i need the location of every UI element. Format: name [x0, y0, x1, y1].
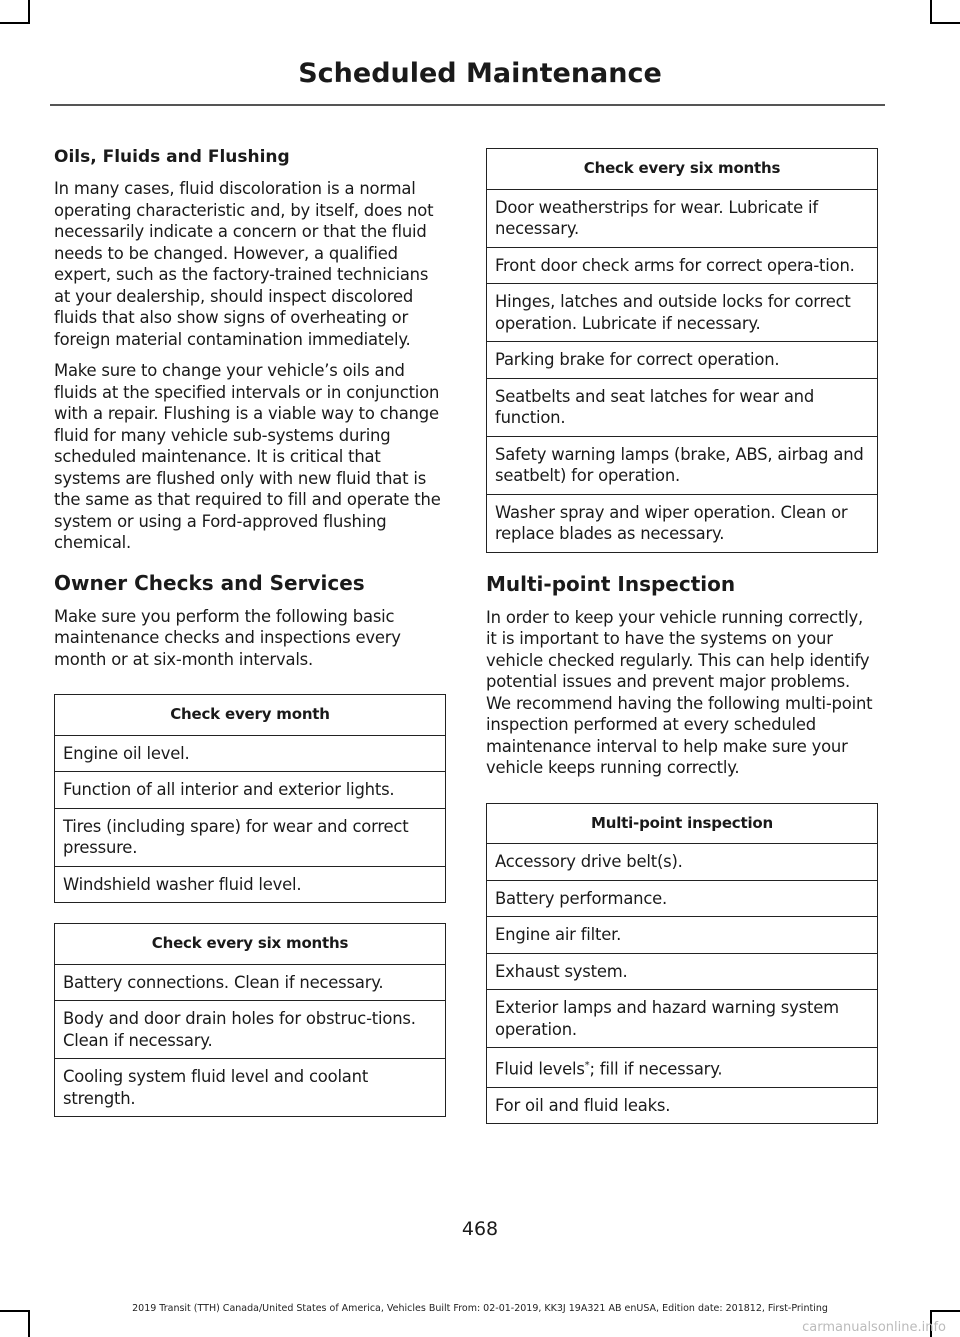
- multi-point-paragraph: In order to keep your vehicle running correctly, it is important to have the systems on your vehicle checked regularly. This can help identify potential issues and prevent major problems. We recommend having the following multi-point inspection performed at every scheduled maintenance interval to help make sure your vehicle keeps running correctly.: [486, 607, 873, 777]
- table-row: Washer spray and wiper operation. Clean or replace blades as necessary.: [487, 494, 878, 552]
- owner-checks-paragraph: Make sure you perform the following basic maintenance checks and inspections every month or at six-month intervals.: [54, 606, 401, 669]
- left-column: [54, 146, 446, 1117]
- table-row: Cooling system fluid level and coolant strength.: [55, 1059, 446, 1117]
- page-number: 468: [461, 1218, 499, 1240]
- table-row: Hinges, latches and outside locks for correct operation. Lubricate if necessary.: [487, 284, 878, 342]
- table-header: Check every six months: [487, 149, 878, 190]
- fluid-levels-text: Fluid levels: [495, 1059, 585, 1079]
- table-row: Battery performance.: [487, 880, 878, 917]
- table-row: Tires (including spare) for wear and correct pressure.: [55, 808, 446, 866]
- owner-checks-heading: Owner Checks and Services: [54, 570, 365, 595]
- table-row: For oil and fluid leaks.: [487, 1087, 878, 1124]
- crop-mark: [0, 22, 28, 24]
- six-month-checks-table-continued: [486, 148, 878, 553]
- crop-mark: [932, 22, 960, 24]
- oils-paragraph-2: Make sure to change your vehicle’s oils and fluids at the specified intervals or in conjunction with a repair. Flushing is a viable way to change fluid for many vehicle sub-systems during scheduled maintenance. It is critical that systems are flushed only with new fluid that is the same as that required to fill and operate the system or using a Ford-approved flushing chemical.: [54, 361, 441, 552]
- table-row: Seatbelts and seat latches for wear and function.: [487, 378, 878, 436]
- table-row: Accessory drive belt(s).: [487, 844, 878, 881]
- crop-mark: [28, 1310, 30, 1337]
- table-row: Engine air filter.: [487, 917, 878, 954]
- table-row: Function of all interior and exterior lights.: [55, 772, 446, 809]
- oils-heading: Oils, Fluids and Flushing: [54, 147, 290, 167]
- six-month-checks-table: [54, 923, 446, 1117]
- fluid-levels-rest: ; fill if necessary.: [589, 1059, 723, 1079]
- watermark: carmanualsonline.info: [802, 1320, 946, 1335]
- table-row: Windshield washer fluid level.: [55, 866, 446, 903]
- oils-paragraph-1: In many cases, fluid discoloration is a normal operating characteristic and, by itself, does not necessarily indicate a concern or that the fluid needs to be changed. However, a qualified expert, such as the factory-trained technicians at your dealership, should inspect discolored fluids that also show signs of overheating or foreign material contamination immediately.: [54, 179, 434, 349]
- table-header: Check every month: [55, 695, 446, 736]
- table-row: Engine oil level.: [55, 735, 446, 772]
- crop-mark: [930, 0, 932, 24]
- multi-point-heading: Multi-point Inspection: [486, 571, 736, 596]
- footnote-marker: *: [584, 1060, 590, 1071]
- table-row: Body and door drain holes for obstruc-tions. Clean if necessary.: [55, 1001, 446, 1059]
- table-row: Exhaust system.: [487, 953, 878, 990]
- table-row: [487, 1048, 878, 1088]
- multi-point-inspection-table: [486, 803, 878, 1125]
- table-row: Exterior lamps and hazard warning system operation.: [487, 990, 878, 1048]
- table-header: Check every six months: [55, 924, 446, 965]
- table-row: Door weatherstrips for wear. Lubricate if necessary.: [487, 189, 878, 247]
- table-row: Battery connections. Clean if necessary.: [55, 964, 446, 1001]
- table-header: Multi-point inspection: [487, 803, 878, 844]
- table-row: Front door check arms for correct opera-tion.: [487, 247, 878, 284]
- table-row: Safety warning lamps (brake, ABS, airbag and seatbelt) for operation.: [487, 436, 878, 494]
- header-divider: [50, 104, 885, 106]
- page-title: Scheduled Maintenance: [298, 58, 662, 89]
- monthly-checks-table: [54, 694, 446, 903]
- crop-mark: [28, 0, 30, 24]
- footer-text: 2019 Transit (TTH) Canada/United States of America, Vehicles Built From: 02-01-2019, KK3J 19A321 AB enUSA, Edition date: 201812, First-Printing: [132, 1303, 828, 1314]
- table-row: Parking brake for correct operation.: [487, 342, 878, 379]
- right-column: [486, 148, 878, 1124]
